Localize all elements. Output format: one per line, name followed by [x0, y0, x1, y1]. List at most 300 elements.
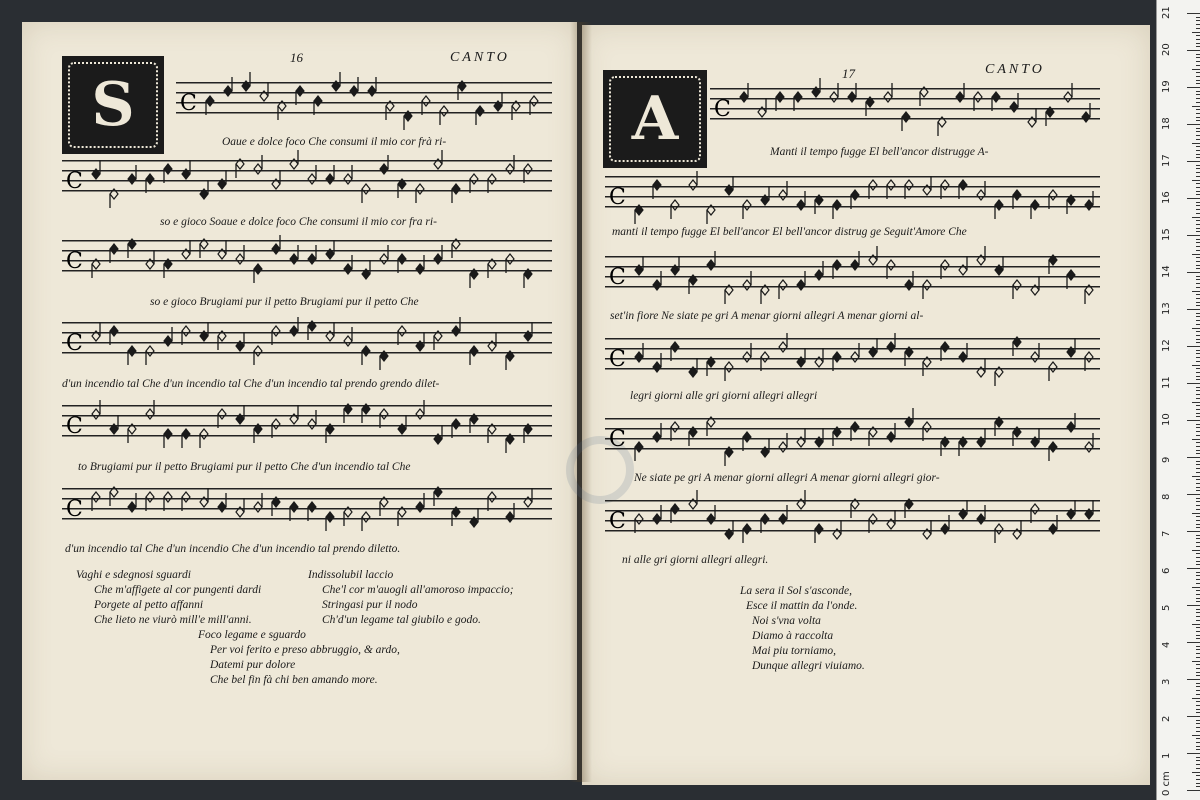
- ruler-minor-tick: [1192, 735, 1200, 736]
- left-decorated-initial: [62, 56, 164, 154]
- verse-line: Per voi ferito e preso abbruggio, & ardo,: [210, 644, 400, 656]
- ruler-minor-tick: [1192, 32, 1200, 33]
- ruler-minor-tick: [1196, 213, 1200, 214]
- note-head: [128, 165, 136, 184]
- ruler-minor-tick: [1196, 157, 1200, 158]
- note-head: [1049, 515, 1057, 534]
- ruler-minor-tick: [1192, 513, 1200, 514]
- ruler-minor-tick: [1196, 205, 1200, 206]
- note-head: [290, 405, 298, 424]
- ruler-minor-tick: [1196, 749, 1200, 750]
- verse-line: Che lieto ne viurò mill'e mill'anni.: [94, 614, 252, 626]
- ruler-minor-tick: [1196, 394, 1200, 395]
- right-lyric-3: set'in fiore Ne siate pe gri A menar giorni allegri A menar giorni al-: [610, 310, 924, 322]
- note-head: [344, 327, 352, 346]
- verse-line: Mai piu torniamo,: [752, 645, 837, 657]
- note-head: [671, 504, 679, 523]
- ruler-minor-tick: [1196, 187, 1200, 188]
- ruler-minor-tick: [1196, 505, 1200, 506]
- clef-glyph: C: [180, 91, 197, 116]
- ruler-minor-tick: [1196, 786, 1200, 787]
- ruler-minor-tick: [1192, 624, 1200, 625]
- ruler-minor-tick: [1192, 550, 1200, 551]
- left-staff-6: [62, 488, 552, 528]
- ruler-minor-tick: [1196, 65, 1200, 66]
- right-verse: [740, 584, 865, 674]
- note-head: [797, 191, 805, 210]
- note-head: [1013, 190, 1021, 209]
- ruler-tick: [1187, 605, 1200, 606]
- left-lyric-6: d'un incendio tal Che d'un incendio Che d'un incendio tal prendo diletto.: [65, 543, 401, 555]
- ruler-minor-tick: [1196, 598, 1200, 599]
- ruler-minor-tick: [1196, 542, 1200, 543]
- note-head: [308, 410, 316, 429]
- ruler-tick: [1187, 272, 1200, 273]
- ruler-label: 5: [1161, 604, 1172, 611]
- clef-glyph: C: [66, 414, 83, 439]
- ruler-label: 2: [1161, 715, 1172, 722]
- ruler-tick: [1187, 198, 1200, 199]
- ruler-minor-tick: [1196, 720, 1200, 721]
- ruler-minor-tick: [1192, 661, 1200, 662]
- note-head: [92, 492, 100, 511]
- ruler-minor-tick: [1196, 335, 1200, 336]
- ruler-minor-tick: [1196, 76, 1200, 77]
- ruler-minor-tick: [1196, 564, 1200, 565]
- note-head: [110, 415, 118, 434]
- note-head: [923, 422, 931, 441]
- note-head: [488, 259, 496, 278]
- right-running-head: CANTO: [985, 62, 1045, 77]
- note-head: [761, 186, 769, 205]
- note-head: [398, 254, 406, 273]
- ruler-minor-tick: [1196, 416, 1200, 417]
- note-head: [743, 343, 751, 362]
- note-head: [1049, 190, 1057, 209]
- note-head: [278, 101, 286, 120]
- ruler-label: 13: [1161, 302, 1172, 315]
- note-head: [887, 510, 895, 529]
- right-staff-3: [605, 256, 1100, 296]
- note-head: [452, 507, 460, 526]
- ruler-minor-tick: [1196, 257, 1200, 258]
- note-head: [1067, 338, 1075, 357]
- note-head: [974, 92, 982, 111]
- note-head: [254, 493, 262, 512]
- ruler-minor-tick: [1196, 657, 1200, 658]
- note-head: [308, 321, 316, 340]
- ruler-label: 21: [1161, 6, 1172, 19]
- note-head: [779, 505, 787, 524]
- ruler-minor-tick: [1196, 165, 1200, 166]
- ruler-minor-tick: [1196, 738, 1200, 739]
- note-head: [905, 180, 913, 199]
- ruler-minor-tick: [1196, 413, 1200, 414]
- note-head: [416, 493, 424, 512]
- ruler-minor-tick: [1192, 402, 1200, 403]
- note-head: [452, 239, 460, 258]
- note-head: [653, 423, 661, 442]
- ruler-minor-tick: [1196, 561, 1200, 562]
- note-head: [905, 347, 913, 366]
- note-head: [959, 500, 967, 519]
- note-head: [182, 492, 190, 511]
- note-head: [851, 190, 859, 209]
- note-head: [977, 428, 985, 447]
- note-head: [707, 505, 715, 524]
- note-head: [959, 180, 967, 199]
- note-head: [326, 322, 334, 341]
- ruler-label: 18: [1161, 117, 1172, 130]
- note-head: [1067, 270, 1075, 289]
- note-head: [977, 505, 985, 524]
- note-head: [164, 492, 172, 511]
- note-head: [380, 409, 388, 428]
- note-head: [866, 97, 874, 116]
- note-head: [218, 331, 226, 350]
- clef-glyph: C: [714, 97, 731, 122]
- note-head: [344, 404, 352, 423]
- ruler-minor-tick: [1196, 487, 1200, 488]
- note-head: [380, 497, 388, 516]
- note-head: [761, 514, 769, 533]
- ruler-minor-tick: [1196, 775, 1200, 776]
- ruler-minor-tick: [1196, 464, 1200, 465]
- ruler-minor-tick: [1196, 283, 1200, 284]
- left-initial-letter: S: [91, 70, 135, 140]
- note-head: [887, 260, 895, 279]
- ruler-minor-tick: [1196, 472, 1200, 473]
- ruler-tick: [1187, 235, 1200, 236]
- verse-line: Ch'd'un legame tal giubilo e godo.: [322, 614, 481, 626]
- ruler-tick: [1187, 13, 1200, 14]
- ruler-tick: [1187, 716, 1200, 717]
- note-head: [470, 174, 478, 193]
- verse-line: Porgete al petto affanni: [94, 599, 204, 611]
- note-head: [458, 81, 466, 100]
- ruler-minor-tick: [1196, 612, 1200, 613]
- ruler-minor-tick: [1196, 427, 1200, 428]
- left-staff-3: [62, 240, 552, 280]
- ruler-minor-tick: [1196, 287, 1200, 288]
- note-head: [1046, 107, 1054, 126]
- ruler-minor-tick: [1196, 779, 1200, 780]
- note-head: [272, 419, 280, 438]
- note-head: [851, 499, 859, 518]
- note-head: [1031, 276, 1039, 295]
- note-head: [524, 424, 532, 443]
- right-lyric-1: Manti il tempo fugge El bell'ancor distrugge A-: [770, 146, 989, 158]
- note-head: [200, 488, 208, 507]
- right-staff-2: [605, 176, 1100, 216]
- note-head: [833, 352, 841, 371]
- note-head: [362, 404, 370, 423]
- ruler-minor-tick: [1192, 587, 1200, 588]
- clef-glyph: C: [609, 509, 626, 534]
- ruler-tick: [1187, 494, 1200, 495]
- note-head: [887, 180, 895, 199]
- right-staff-1: [710, 88, 1100, 128]
- note-head: [200, 322, 208, 341]
- note-head: [452, 419, 460, 438]
- left-staff-2: [62, 160, 552, 200]
- note-head: [833, 427, 841, 446]
- note-head: [488, 332, 496, 351]
- note-head: [815, 261, 823, 280]
- ruler-minor-tick: [1196, 546, 1200, 547]
- note-head: [290, 502, 298, 521]
- left-lyric-3: so e gioco Brugiami pur il petto Brugiami pur il petto Che: [150, 296, 419, 308]
- verse-line: Noi s'vna volta: [752, 615, 821, 627]
- ruler-minor-tick: [1196, 398, 1200, 399]
- note-head: [635, 256, 643, 275]
- note-head: [869, 180, 877, 199]
- ruler-minor-tick: [1196, 209, 1200, 210]
- note-head: [218, 240, 226, 259]
- ruler-minor-tick: [1196, 94, 1200, 95]
- note-head: [308, 165, 316, 184]
- note-head: [434, 487, 442, 506]
- note-head: [941, 342, 949, 361]
- note-head: [923, 520, 931, 539]
- note-head: [110, 244, 118, 263]
- ruler-minor-tick: [1196, 331, 1200, 332]
- ruler-minor-tick: [1196, 446, 1200, 447]
- note-head: [260, 82, 268, 101]
- note-head: [1031, 504, 1039, 523]
- note-head: [326, 165, 334, 184]
- note-head: [236, 405, 244, 424]
- ruler-minor-tick: [1196, 20, 1200, 21]
- ruler-minor-tick: [1196, 653, 1200, 654]
- note-head: [494, 92, 502, 111]
- measurement-ruler: [1156, 0, 1200, 800]
- ruler-minor-tick: [1196, 690, 1200, 691]
- ruler-minor-tick: [1196, 28, 1200, 29]
- ruler-minor-tick: [1196, 342, 1200, 343]
- clef-glyph: C: [609, 347, 626, 372]
- clef-glyph: C: [66, 249, 83, 274]
- note-head: [344, 507, 352, 526]
- note-head: [200, 180, 208, 199]
- ruler-tick: [1187, 790, 1200, 791]
- ruler-minor-tick: [1196, 361, 1200, 362]
- note-head: [218, 409, 226, 428]
- ruler-minor-tick: [1196, 527, 1200, 528]
- note-head: [959, 256, 967, 275]
- note-head: [146, 492, 154, 511]
- ruler-minor-tick: [1196, 172, 1200, 173]
- ruler-minor-tick: [1196, 557, 1200, 558]
- ruler-label: 4: [1161, 641, 1172, 648]
- note-head: [182, 160, 190, 179]
- ruler-minor-tick: [1196, 117, 1200, 118]
- note-head: [470, 508, 478, 527]
- ruler-minor-tick: [1192, 698, 1200, 699]
- ruler-minor-tick: [1196, 353, 1200, 354]
- ruler-minor-tick: [1196, 442, 1200, 443]
- note-head: [941, 515, 949, 534]
- ruler-minor-tick: [1196, 128, 1200, 129]
- note-head: [398, 415, 406, 434]
- ruler-minor-tick: [1196, 686, 1200, 687]
- note-head: [869, 338, 877, 357]
- left-staff-4: [62, 322, 552, 362]
- ruler-label: 16: [1161, 191, 1172, 204]
- note-head: [128, 239, 136, 258]
- note-head: [776, 92, 784, 111]
- note-head: [653, 353, 661, 372]
- note-head: [218, 493, 226, 512]
- ruler-tick: [1187, 124, 1200, 125]
- ruler-label: 20: [1161, 43, 1172, 56]
- right-lyric-5: Ne siate pe gri A menar giorni allegri A menar giorni allegri gior-: [634, 472, 940, 484]
- note-head: [977, 181, 985, 200]
- ruler-tick: [1187, 457, 1200, 458]
- ruler-minor-tick: [1196, 379, 1200, 380]
- note-head: [653, 271, 661, 290]
- note-head: [797, 271, 805, 290]
- note-head: [1010, 93, 1018, 112]
- note-head: [398, 179, 406, 198]
- note-head: [470, 414, 478, 433]
- ruler-minor-tick: [1192, 254, 1200, 255]
- right-decorated-initial: [603, 70, 707, 168]
- clef-glyph: C: [609, 185, 626, 210]
- ruler-minor-tick: [1196, 102, 1200, 103]
- note-head: [1067, 195, 1075, 214]
- ruler-label: 12: [1161, 339, 1172, 352]
- note-head: [761, 352, 769, 371]
- note-head: [92, 259, 100, 278]
- note-head: [272, 497, 280, 516]
- ruler-minor-tick: [1196, 268, 1200, 269]
- verse-line: Che'l cor m'auogli all'amoroso impaccio;: [322, 584, 514, 596]
- right-staff-6: [605, 500, 1100, 540]
- ruler-minor-tick: [1196, 453, 1200, 454]
- left-staff-5: [62, 405, 552, 445]
- note-head: [779, 181, 787, 200]
- note-head: [707, 417, 715, 436]
- ruler-minor-tick: [1196, 246, 1200, 247]
- note-head: [635, 514, 643, 533]
- ruler-label: 9: [1161, 456, 1172, 463]
- right-initial-letter: A: [631, 84, 679, 154]
- verse-line: Diamo à raccolta: [752, 630, 834, 642]
- note-head: [380, 245, 388, 264]
- book-gutter: [570, 22, 592, 782]
- ruler-minor-tick: [1196, 553, 1200, 554]
- ruler-minor-tick: [1192, 328, 1200, 329]
- ruler-minor-tick: [1196, 350, 1200, 351]
- ruler-minor-tick: [1196, 783, 1200, 784]
- verse-line: Che m'affigete al cor pungenti dardi: [94, 584, 262, 596]
- note-head: [128, 424, 136, 443]
- ruler-minor-tick: [1196, 764, 1200, 765]
- note-head: [995, 417, 1003, 436]
- ruler-minor-tick: [1196, 590, 1200, 591]
- note-head: [869, 514, 877, 533]
- ruler-minor-tick: [1196, 483, 1200, 484]
- note-head: [530, 96, 538, 115]
- note-head: [1049, 255, 1057, 274]
- note-head: [308, 502, 316, 521]
- ruler-minor-tick: [1196, 54, 1200, 55]
- ruler-minor-tick: [1196, 242, 1200, 243]
- ruler-tick: [1187, 50, 1200, 51]
- ruler-minor-tick: [1196, 194, 1200, 195]
- ruler-minor-tick: [1196, 516, 1200, 517]
- note-head: [833, 520, 841, 539]
- note-head: [164, 327, 172, 346]
- note-head: [851, 343, 859, 362]
- ruler-minor-tick: [1196, 279, 1200, 280]
- ruler-minor-tick: [1196, 220, 1200, 221]
- ruler-minor-tick: [1196, 450, 1200, 451]
- ruler-minor-tick: [1196, 635, 1200, 636]
- verse-line: Esce il mattin da l'onde.: [746, 600, 858, 612]
- ruler-minor-tick: [1196, 757, 1200, 758]
- ruler-minor-tick: [1196, 575, 1200, 576]
- ruler-minor-tick: [1196, 768, 1200, 769]
- note-head: [362, 260, 370, 279]
- note-head: [797, 428, 805, 447]
- note-head: [398, 507, 406, 526]
- ruler-minor-tick: [1196, 324, 1200, 325]
- ruler-minor-tick: [1196, 601, 1200, 602]
- note-head: [236, 332, 244, 351]
- ruler-minor-tick: [1196, 479, 1200, 480]
- left-lyric-5: to Brugiami pur il petto Brugiami pur il petto Che d'un incendio tal Che: [78, 461, 411, 473]
- ruler-minor-tick: [1192, 439, 1200, 440]
- note-head: [671, 342, 679, 361]
- ruler-minor-tick: [1196, 302, 1200, 303]
- ruler-minor-tick: [1192, 365, 1200, 366]
- ruler-label: 1: [1161, 752, 1172, 759]
- note-head: [308, 245, 316, 264]
- ruler-minor-tick: [1196, 705, 1200, 706]
- note-head: [959, 437, 967, 456]
- left-running-head: CANTO: [450, 50, 510, 65]
- note-head: [995, 256, 1003, 275]
- ruler-label: 10: [1161, 413, 1172, 426]
- ruler-minor-tick: [1196, 694, 1200, 695]
- ruler-minor-tick: [1196, 609, 1200, 610]
- ruler-minor-tick: [1196, 294, 1200, 295]
- ruler-minor-tick: [1196, 620, 1200, 621]
- ruler-minor-tick: [1196, 183, 1200, 184]
- ruler-minor-tick: [1196, 616, 1200, 617]
- note-head: [512, 101, 520, 120]
- verse-line: Datemi pur dolore: [210, 659, 296, 671]
- ruler-minor-tick: [1196, 146, 1200, 147]
- note-head: [905, 499, 913, 518]
- ruler-minor-tick: [1196, 239, 1200, 240]
- ruler-tick: [1187, 309, 1200, 310]
- ruler-minor-tick: [1196, 538, 1200, 539]
- ruler-minor-tick: [1196, 731, 1200, 732]
- ruler-label: 14: [1161, 265, 1172, 278]
- ruler-minor-tick: [1196, 405, 1200, 406]
- ruler-minor-tick: [1196, 535, 1200, 536]
- ruler-minor-tick: [1196, 675, 1200, 676]
- ruler-minor-tick: [1196, 80, 1200, 81]
- left-verse-col1: [76, 568, 261, 628]
- note-head: [272, 326, 280, 345]
- ruler-label: 17: [1161, 154, 1172, 167]
- verse-line: Vaghi e sdegnosi sguardi: [76, 569, 191, 581]
- note-head: [236, 245, 244, 264]
